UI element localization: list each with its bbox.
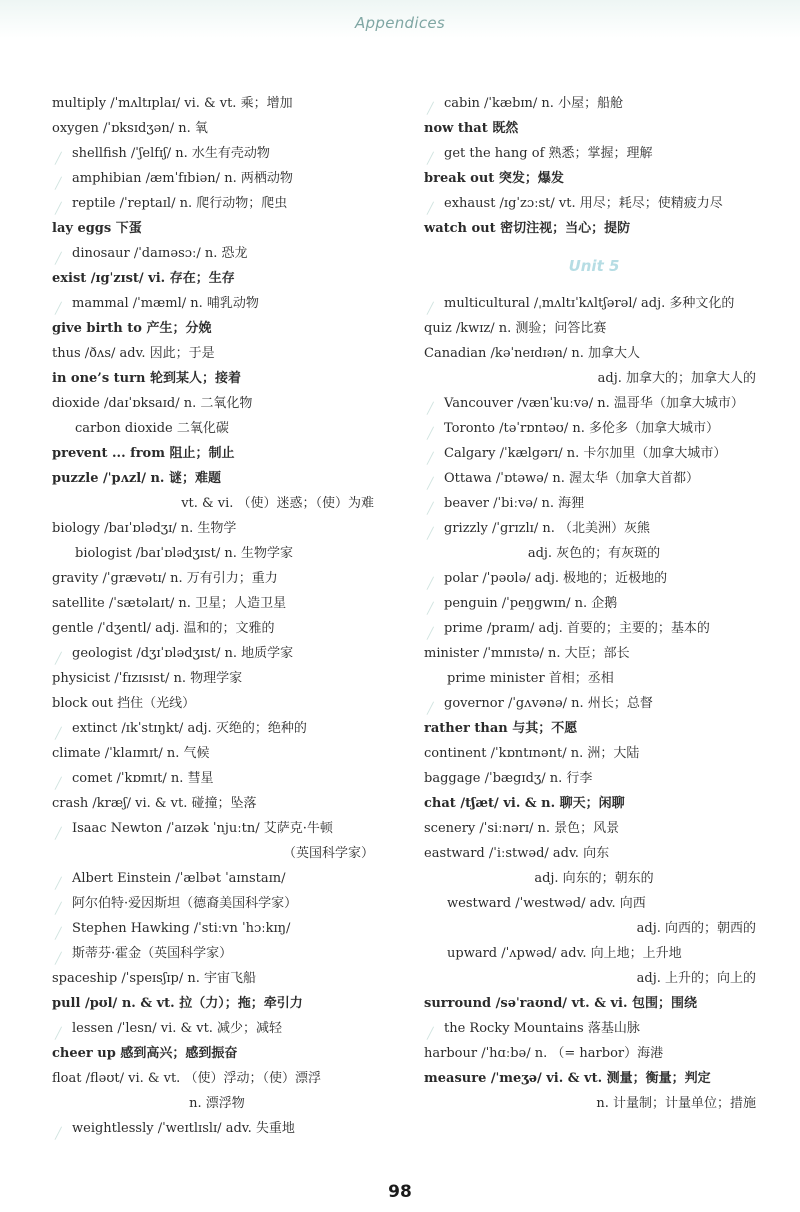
vocab-entry	[424, 1016, 764, 1041]
new-word-mark-icon: ╱	[427, 502, 434, 515]
new-word-mark-icon: ╱	[427, 302, 434, 315]
vocab-entry-text: pull /pʊl/ n. & vt. 拉（力）；拖；牵引力	[52, 996, 303, 1011]
vocab-entry	[52, 516, 382, 541]
vocab-entry-text: lessen /ˈlesn/ vi. & vt. 减少；减轻	[72, 1021, 283, 1036]
vocab-entry-text: Calgary /ˈkælgərɪ/ n. 卡尔加里（加拿大城市）	[444, 446, 727, 461]
vocab-entry-text: reptile /ˈreptaɪl/ n. 爬行动物；爬虫	[72, 196, 288, 211]
new-word-mark-icon: ╱	[55, 302, 62, 315]
vocab-entry-text: in one’s turn 轮到某人；接着	[52, 371, 241, 386]
vocab-entry-text: （英国科学家）	[282, 846, 374, 861]
vocab-entry-text: n. 计量制；计量单位；措施	[596, 1096, 756, 1111]
vocab-entry-text: quiz /kwɪz/ n. 测验；问答比赛	[424, 321, 607, 336]
vocab-entry	[52, 691, 382, 716]
vocab-entry-text: multicultural /ˌmʌltɪˈkʌltʃərəl/ adj. 多种文化的	[444, 296, 735, 311]
vocab-entry-text: Vancouver /vænˈkuːvə/ n. 温哥华（加拿大城市）	[444, 396, 744, 411]
vocab-entry	[52, 566, 382, 591]
vocab-entry-text: comet /ˈkɒmɪt/ n. 彗星	[72, 771, 214, 786]
vocab-entry	[424, 641, 764, 666]
vocab-entry	[424, 766, 764, 791]
vocab-entry-text: oxygen /ˈɒksɪdʒən/ n. 氧	[52, 121, 208, 136]
vocab-entry-text: Stephen Hawking /ˈstiːvn ˈhɔːkɪŋ/	[72, 921, 291, 936]
vocab-entry	[424, 491, 764, 516]
new-word-mark-icon: ╱	[427, 452, 434, 465]
vocab-entry-text: get the hang of 熟悉；掌握；理解	[444, 146, 653, 161]
vocab-entry-text: adj. 灰色的；有灰斑的	[527, 546, 661, 561]
vocab-entry	[52, 141, 382, 166]
new-word-mark-icon: ╱	[55, 1127, 62, 1140]
vocab-entry-text: minister /ˈmɪnɪstə/ n. 大臣；部长	[424, 646, 630, 661]
vocab-entry-text: prevent ... from 阻止；制止	[52, 446, 235, 461]
vocab-entry	[424, 216, 764, 241]
vocab-entry-text: dioxide /daɪˈɒksaɪd/ n. 二氧化物	[52, 396, 253, 411]
vocab-entry-text: physicist /ˈfɪzɪsɪst/ n. 物理学家	[52, 671, 243, 686]
new-word-mark-icon: ╱	[427, 627, 434, 640]
vocab-entry	[52, 716, 382, 741]
running-header: Appendices	[354, 14, 446, 32]
vocab-entry-text: exist /ɪgˈzɪst/ vi. 存在；生存	[52, 271, 235, 286]
vocab-entry	[52, 1091, 382, 1116]
vocab-entry-text: grizzly /ˈgrɪzlɪ/ n. （北美洲）灰熊	[444, 521, 650, 536]
new-word-mark-icon: ╱	[55, 727, 62, 740]
vocab-entry-text: biologist /baɪˈɒlədʒɪst/ n. 生物学家	[75, 546, 294, 561]
vocab-entry	[52, 216, 382, 241]
vocab-entry	[52, 916, 382, 941]
vocab-entry-text: eastward /ˈiːstwəd/ adv. 向东	[424, 846, 610, 861]
vocab-entry	[424, 991, 764, 1016]
vocab-entry	[424, 966, 764, 991]
vocab-entry	[424, 1066, 764, 1091]
new-word-mark-icon: ╱	[427, 1027, 434, 1040]
new-word-mark-icon: ╱	[427, 202, 434, 215]
new-word-mark-icon: ╱	[55, 202, 62, 215]
vocab-entry	[52, 641, 382, 666]
vocab-entry-text: spaceship /ˈspeɪsʃɪp/ n. 宇宙飞船	[52, 971, 257, 986]
vocab-entry-text: puzzle /ˈpʌzl/ n. 谜；难题	[52, 471, 221, 486]
vocab-entry	[52, 466, 382, 491]
vocab-entry-text: lay eggs 下蛋	[52, 221, 142, 236]
vocab-entry	[424, 791, 764, 816]
vocab-entry-text: penguin /ˈpeŋgwɪn/ n. 企鹅	[444, 596, 618, 611]
vocab-entry-text: rather than 与其；不愿	[424, 721, 578, 736]
vocab-entry-text: adj. 向西的；朝西的	[636, 921, 756, 936]
vocab-entry-text: amphibian /æmˈfɪbiən/ n. 两栖动物	[72, 171, 293, 186]
vocab-entry-text: shellfish /ˈʃelfɪʃ/ n. 水生有壳动物	[72, 146, 270, 161]
vocab-entry-text: weightlessly /ˈweɪtlɪslɪ/ adv. 失重地	[72, 1121, 295, 1136]
new-word-mark-icon: ╱	[55, 952, 62, 965]
vocab-entry	[52, 591, 382, 616]
vocab-entry	[52, 316, 382, 341]
vocab-entry	[424, 391, 764, 416]
vocab-entry	[52, 1116, 382, 1141]
new-word-mark-icon: ╱	[427, 102, 434, 115]
vocab-entry-text: baggage /ˈbægɪdʒ/ n. 行李	[424, 771, 593, 786]
vocab-entry-text: extinct /ɪkˈstɪŋkt/ adj. 灭绝的；绝种的	[72, 721, 307, 736]
vocab-entry	[424, 366, 764, 391]
vocab-entry	[52, 166, 382, 191]
vocab-entry	[424, 666, 764, 691]
vocab-entry-text: polar /ˈpəʊlə/ adj. 极地的；近极地的	[444, 571, 668, 586]
vocab-entry-text: biology /baɪˈɒlədʒɪ/ n. 生物学	[52, 521, 237, 536]
vocab-entry	[424, 616, 764, 641]
vocab-entry	[52, 1041, 382, 1066]
vocab-entry	[424, 291, 764, 316]
vocab-entry	[52, 91, 382, 116]
vocab-entry	[424, 416, 764, 441]
new-word-mark-icon: ╱	[55, 252, 62, 265]
vocab-entry	[424, 441, 764, 466]
vocab-entry-text: exhaust /ɪgˈzɔːst/ vt. 用尽；耗尽；使精疲力尽	[444, 196, 723, 211]
vocab-entry-text: adj. 上升的；向上的	[636, 971, 756, 986]
vocab-entry-text: governor /ˈgʌvənə/ n. 州长；总督	[444, 696, 653, 711]
vocab-entry	[52, 266, 382, 291]
vocab-entry-text: Canadian /kəˈneɪdɪən/ n. 加拿大人	[424, 346, 640, 361]
vocab-entry	[424, 191, 764, 216]
right-column	[424, 91, 764, 1116]
vocab-entry-text: gentle /ˈdʒentl/ adj. 温和的；文雅的	[52, 621, 275, 636]
vocab-entry	[424, 816, 764, 841]
vocab-entry	[52, 341, 382, 366]
vocab-entry-text: chat /tʃæt/ vi. & n. 聊天；闲聊	[424, 796, 625, 811]
unit-title: Unit 5	[568, 257, 620, 275]
vocab-entry	[424, 941, 764, 966]
vocab-entry-text: break out 突发；爆发	[424, 171, 564, 186]
vocab-entry	[52, 366, 382, 391]
new-word-mark-icon: ╱	[427, 602, 434, 615]
vocab-entry	[424, 716, 764, 741]
vocab-entry-text: measure /ˈmeʒə/ vi. & vt. 测量；衡量；判定	[424, 1071, 711, 1086]
vocab-entry	[424, 1041, 764, 1066]
vocab-entry	[52, 1016, 382, 1041]
vocab-entry	[52, 791, 382, 816]
vocab-entry	[424, 866, 764, 891]
vocab-entry	[52, 866, 382, 891]
vocab-entry	[424, 541, 764, 566]
vocab-entry-text: upward /ˈʌpwəd/ adv. 向上地；上升地	[447, 946, 682, 961]
new-word-mark-icon: ╱	[55, 927, 62, 940]
vocab-entry-text: gravity /ˈgrævətɪ/ n. 万有引力；重力	[52, 571, 278, 586]
vocab-entry	[52, 191, 382, 216]
new-word-mark-icon: ╱	[427, 477, 434, 490]
vocab-entry	[52, 116, 382, 141]
vocab-entry-text: geologist /dʒɪˈɒlədʒɪst/ n. 地质学家	[72, 646, 294, 661]
new-word-mark-icon: ╱	[427, 527, 434, 540]
vocab-entry	[52, 241, 382, 266]
vocab-entry-text: dinosaur /ˈdaɪnəsɔː/ n. 恐龙	[72, 246, 248, 261]
new-word-mark-icon: ╱	[55, 1027, 62, 1040]
vocab-entry	[52, 991, 382, 1016]
vocab-entry-text: block out 挡住（光线）	[52, 696, 196, 711]
vocab-entry-text: now that 既然	[424, 121, 519, 136]
vocab-entry	[424, 591, 764, 616]
vocab-entry	[52, 616, 382, 641]
vocab-entry	[52, 491, 382, 516]
vocab-entry-text: crash /kræʃ/ vi. & vt. 碰撞；坠落	[52, 796, 257, 811]
new-word-mark-icon: ╱	[55, 777, 62, 790]
new-word-mark-icon: ╱	[55, 902, 62, 915]
new-word-mark-icon: ╱	[427, 577, 434, 590]
new-word-mark-icon: ╱	[427, 702, 434, 715]
vocab-entry-text: vt. & vi. （使）迷惑；（使）为难	[181, 496, 374, 511]
vocab-entry	[424, 691, 764, 716]
vocab-entry-text: carbon dioxide 二氧化碳	[75, 421, 229, 436]
vocab-entry	[424, 891, 764, 916]
vocab-entry-text: surround /səˈraʊnd/ vt. & vi. 包围；围绕	[424, 996, 698, 1011]
vocab-entry	[424, 1091, 764, 1116]
vocab-entry-text: continent /ˈkɒntɪnənt/ n. 洲；大陆	[424, 746, 640, 761]
vocab-entry-text: climate /ˈklaɪmɪt/ n. 气候	[52, 746, 210, 761]
vocab-entry-text: 斯蒂芬·霍金（英国科学家）	[72, 946, 233, 961]
vocab-entry	[52, 1066, 382, 1091]
vocab-entry-text: Ottawa /ˈɒtəwə/ n. 渥太华（加拿大首都）	[444, 471, 700, 486]
vocab-entry-text: the Rocky Mountains 落基山脉	[444, 1021, 640, 1036]
vocab-entry	[424, 116, 764, 141]
vocab-entry-text: Toronto /təˈrɒntəʊ/ n. 多伦多（加拿大城市）	[444, 421, 719, 436]
vocab-entry	[424, 841, 764, 866]
vocab-entry	[424, 741, 764, 766]
vocab-entry-text: adj. 向东的；朝东的	[534, 871, 654, 886]
vocab-entry	[424, 516, 764, 541]
new-word-mark-icon: ╱	[427, 427, 434, 440]
vocab-entry-text: Isaac Newton /ˈaɪzək ˈnjuːtn/ 艾萨克·牛顿	[72, 821, 333, 836]
vocab-entry	[52, 541, 382, 566]
new-word-mark-icon: ╱	[55, 877, 62, 890]
vocab-entry	[424, 166, 764, 191]
new-word-mark-icon: ╱	[55, 152, 62, 165]
vocab-entry	[52, 966, 382, 991]
vocab-entry-text: multiply /ˈmʌltɪplaɪ/ vi. & vt. 乘；增加	[52, 96, 293, 111]
vocab-entry-text: 阿尔伯特·爱因斯坦（德裔美国科学家）	[72, 896, 298, 911]
new-word-mark-icon: ╱	[427, 152, 434, 165]
vocab-entry	[424, 566, 764, 591]
vocab-entry-text: beaver /ˈbiːvə/ n. 海狸	[444, 496, 585, 511]
vocab-entry-text: scenery /ˈsiːnərɪ/ n. 景色；风景	[424, 821, 620, 836]
new-word-mark-icon: ╱	[427, 402, 434, 415]
vocab-entry	[52, 941, 382, 966]
vocab-entry	[52, 766, 382, 791]
vocab-entry	[52, 891, 382, 916]
vocab-entry	[52, 416, 382, 441]
vocab-entry	[424, 316, 764, 341]
vocab-entry-text: prime /praɪm/ adj. 首要的；主要的；基本的	[444, 621, 710, 636]
vocab-entry-text: westward /ˈwestwəd/ adv. 向西	[447, 896, 646, 911]
vocab-entry-text: Albert Einstein /ˈælbət ˈaɪnstaɪn/	[72, 871, 286, 886]
new-word-mark-icon: ╱	[55, 827, 62, 840]
vocab-entry	[52, 441, 382, 466]
vocab-entry-text: satellite /ˈsætəlaɪt/ n. 卫星；人造卫星	[52, 596, 287, 611]
vocab-entry	[424, 91, 764, 116]
vocab-entry-text: cheer up 感到高兴；感到振奋	[52, 1046, 238, 1061]
vocab-entry-text: harbour /ˈhɑːbə/ n. （= harbor）海港	[424, 1046, 664, 1061]
vocab-entry-text: n. 漂浮物	[189, 1096, 245, 1111]
vocab-entry-text: cabin /ˈkæbɪn/ n. 小屋；船舱	[444, 96, 624, 111]
vocab-entry	[424, 341, 764, 366]
vocab-entry-text: adj. 加拿大的；加拿大人的	[597, 371, 756, 386]
right-column-top	[424, 91, 764, 241]
page-number: 98	[388, 1182, 412, 1202]
vocab-entry-text: prime minister 首相；丞相	[447, 671, 614, 686]
vocab-entry-text: watch out 密切注视；当心；提防	[424, 221, 631, 236]
new-word-mark-icon: ╱	[55, 652, 62, 665]
right-column-bottom	[424, 291, 764, 1116]
vocab-entry	[424, 466, 764, 491]
vocab-entry-text: give birth to 产生；分娩	[52, 321, 212, 336]
new-word-mark-icon: ╱	[55, 177, 62, 190]
vocab-entry	[52, 741, 382, 766]
vocab-entry	[52, 666, 382, 691]
vocab-entry-text: mammal /ˈmæml/ n. 哺乳动物	[72, 296, 259, 311]
vocab-entry	[424, 916, 764, 941]
vocab-entry	[52, 291, 382, 316]
vocab-entry	[52, 841, 382, 866]
vocab-entry	[52, 816, 382, 841]
vocab-entry	[424, 141, 764, 166]
vocab-entry-text: float /fləʊt/ vi. & vt. （使）浮动；（使）漂浮	[52, 1071, 321, 1086]
vocab-entry	[52, 391, 382, 416]
left-column	[52, 91, 382, 1141]
vocab-entry-text: thus /ðʌs/ adv. 因此；于是	[52, 346, 215, 361]
